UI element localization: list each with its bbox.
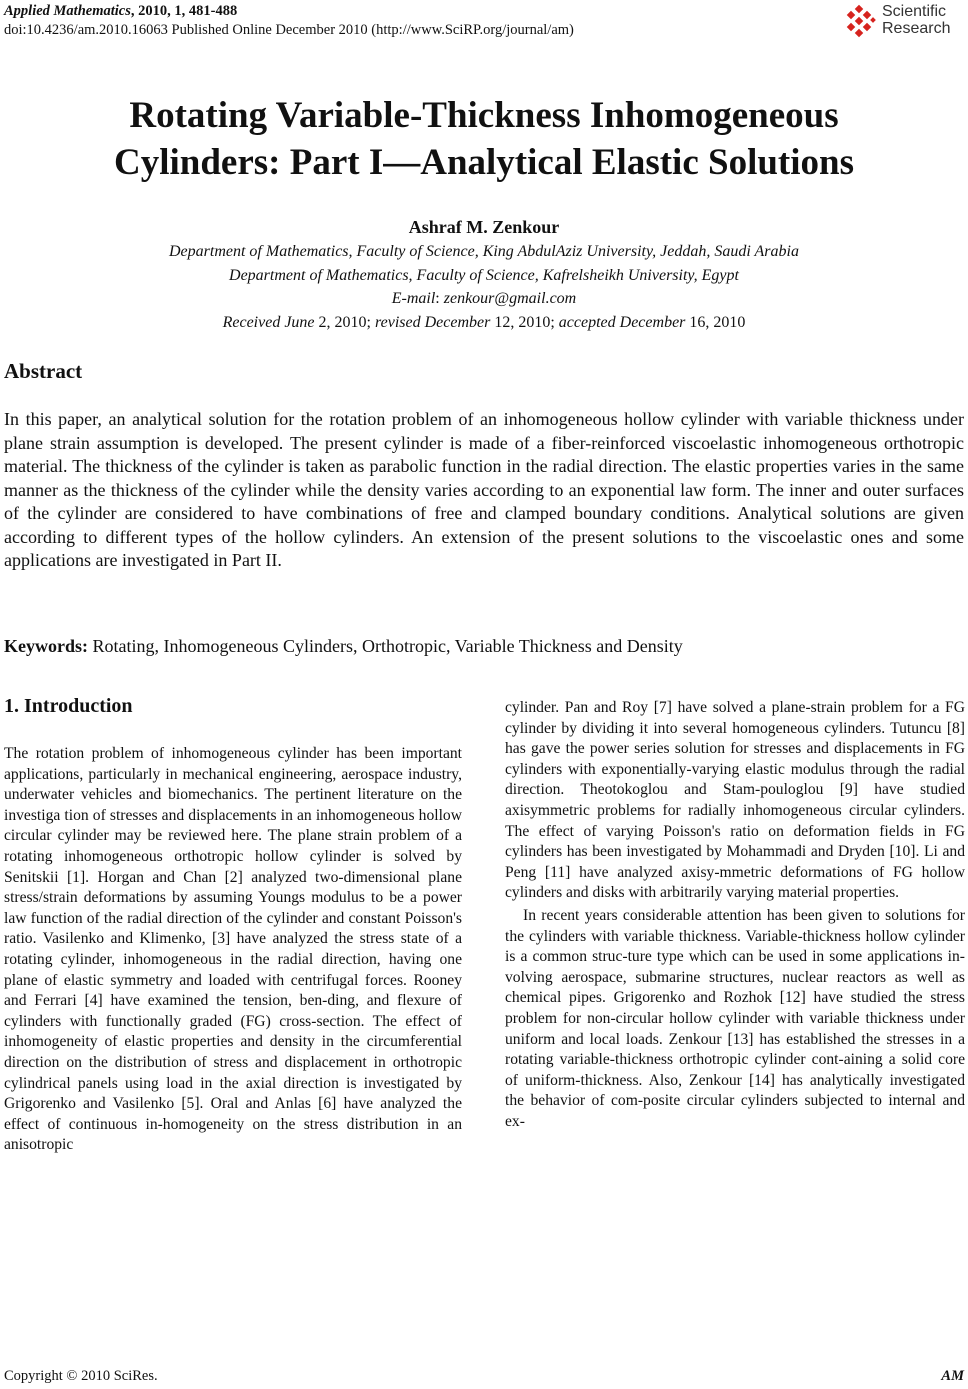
paragraph: cylinder. Pan and Roy [7] have solved a plane-strain problem for a FG cylinder by dividing it into several homogeneous cylinders. Tutuncu [8] has gave the power series solution for stresses and displacements in FG cylinders with exponentially-varying elastic modulus through the radial direction. Theotokoglou and Stam-pouloglou [9] have studied axisymmetric problems for radially inhomogeneous circular cylinders. The effect of varying Poisson's ratio on deformation fields in FG cylinders has been investigated by Mohammadi and Dryden [10]. Li and Peng [11] have analyzed axisy-mmetric deformations of FG hollow cylinders and disks with arbitrarily varying material properties.	[505, 699, 965, 902]
affiliation-2: Department of Mathematics, Faculty of Science, Kafrelsheikh University, Egypt	[229, 267, 739, 284]
abstract-heading: Abstract	[4, 359, 83, 383]
paragraph: In recent years considerable attention has been given to solutions for the cylinders with variable thickness. Variable-thickness hollow cylinder is a common struc-ture type which can be used in some applications in-volving aerospace, submarine structures, nuclear reactors as well as chemical pipes. Grigorenko and Rozhok [12] have studied the stress problem for non-circular hollow cylinder with variable thickness under uniform and local loads. Zenkour [13] has established the stresses in a rotating variable-thickness orthotropic cylinder cont-aining a solid core of uniform-thickness. Also, Zenkour [14] has analytically investigated the behavior of com-posite circular cylinders subjected to internal and ex-	[505, 906, 965, 1130]
keywords-label: Keywords:	[4, 636, 88, 656]
email-address[interactable]: zenkour@gmail.com	[443, 290, 577, 307]
journal-citation	[4, 2, 574, 21]
keywords	[4, 636, 964, 657]
scientific-research-logo-icon	[842, 4, 878, 40]
paragraph: The rotation problem of inhomogeneous cylinder has been important applications, particularly in mechanical engineering, aerospace industry, underwater vehicles and biomechanics. The pertinent literature on the investiga tion of stresses and displacements in an inhomogeneous hollow circular cylinder may be reviewed here. The plane strain problem of a rotating inhomogeneous orthotropic hollow cylinder is solved by Senitskii [1]. Horgan and Chan [2] analyzed two-dimensional plane stress/strain deformations by assuming Youngs modulus to be a power law function of the radial direction of the cylinder and constant Poisson's ratio. Vasilenko and Klimenko, [3] have analyzed the stress state of a rotating cylinder, inhomogeneous in the radial direction, having one plane of elastic symmetry and loaded with centrifugal forces. Rooney and Ferrari [4] have examined the tension, ben-ding, and flexure of cylinders with functionally graded (FG) cross-section. The effect of inhomogeneity of elastic properties and density in the circumferential direction on the distribution of stress and displacement in orthotropic cylindrical panels using load in the axial direction is investigated by Grigorenko and Vasilenko [5]. Oral and Anlas [6] have analyzed the effect of continuous in-homogeneity on the stress distribution in an anisotropic	[4, 745, 462, 1154]
journal-name: Applied Mathematics	[4, 3, 131, 19]
running-header	[4, 2, 574, 40]
logo-text: Scientific Research	[882, 3, 951, 37]
email-line: E-mail: zenkour@gmail.com	[391, 290, 577, 307]
publisher-logo	[842, 2, 966, 42]
doi-line: doi:10.4236/am.2010.16063 Published Online December 2010 (http://www.SciRP.org/journal/am)	[4, 22, 574, 38]
journal-abbreviation: AM	[941, 1368, 964, 1384]
author-name: Ashraf M. Zenkour	[408, 217, 560, 237]
journal-volume: , 2010, 1, 481-488	[130, 3, 238, 19]
keywords-text: Rotating, Inhomogeneous Cylinders, Orthotropic, Variable Thickness and Density	[88, 636, 683, 656]
right-column	[505, 698, 965, 1132]
section-heading-introduction: 1. Introduction	[4, 695, 133, 717]
abstract-text: In this paper, an analytical solution for the rotation problem of an inhomogeneous hollow cylinder with variable thickness under plane strain assumption is developed. The present cylinder is made of a fiber-reinforced viscoelastic inhomogeneous orthotropic material. The thickness of the cylinder is taken as parabolic function in the radial direction. The elastic properties varies in the same manner as the thickness of the cylinder while the density varies according to an exponential law form. The inner and outer surfaces of the cylinder are considered to have combinations of free and clamped boundary conditions. Analytical solutions are given according to different types of the hollow cylinders. An extension of the present solutions to the viscoelastic ones and some applications are investigated in Part II.	[4, 409, 964, 570]
page-footer	[4, 1368, 964, 1385]
affiliation-1: Department of Mathematics, Faculty of Science, King AbdulAziz University, Jeddah, Saudi Arabia	[169, 243, 799, 260]
dates-line: Received June 2, 2010; revised December 12, 2010; accepted December 16, 2010	[222, 314, 746, 331]
copyright: Copyright © 2010 SciRes.	[4, 1368, 158, 1384]
paper-title: Rotating Variable-Thickness Inhomogeneous Cylinders: Part I—Analytical Elastic Solutions	[113, 95, 855, 183]
left-column	[4, 744, 462, 1156]
